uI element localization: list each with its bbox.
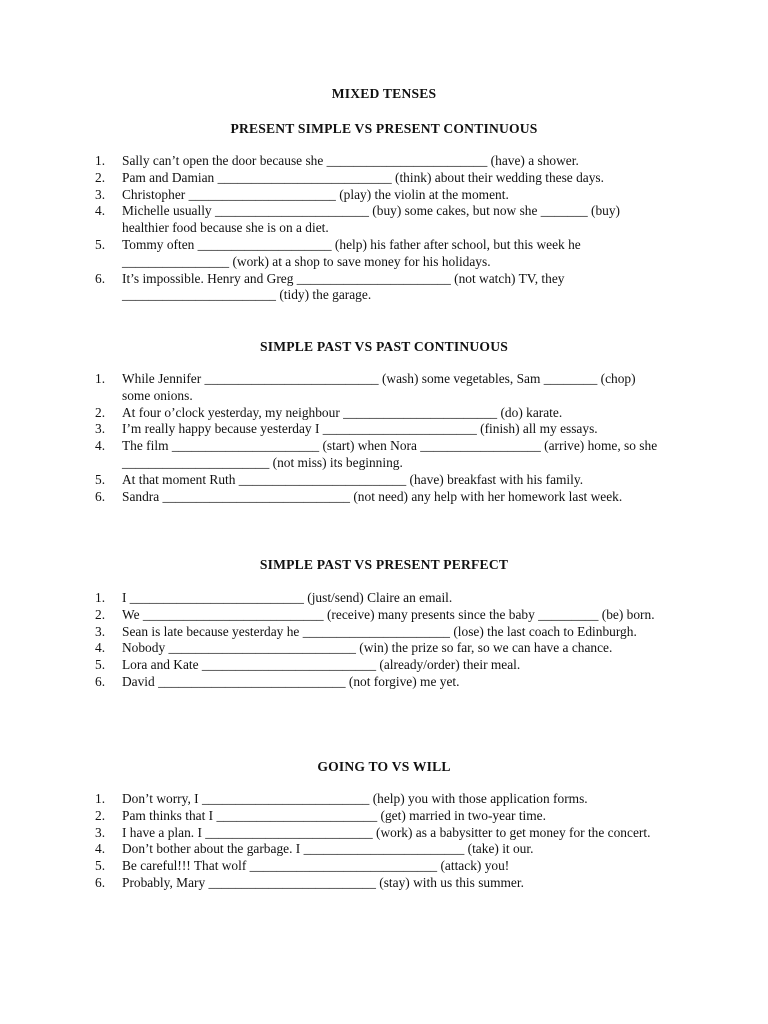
- exercise-item: [95, 841, 665, 858]
- item-text: Don’t bother about the garbage. I ________________________ (take) it our.: [122, 841, 534, 857]
- item-text: Sally can’t open the door because she ________________________ (have) a shower.: [122, 153, 579, 168]
- item-text: At that moment Ruth _________________________ (have) breakfast with his family.: [122, 471, 584, 487]
- item-text: I’m really happy because yesterday I _______________________ (finish) all my essays.: [122, 421, 598, 437]
- exercise-list-simple-past-vs-present-perfect: [95, 590, 665, 691]
- exercise-list-simple-past-vs-past-continuous: [95, 371, 665, 505]
- item-number: 5.: [95, 858, 106, 874]
- item-number: 4.: [95, 640, 106, 656]
- item-number: 6.: [95, 270, 106, 286]
- item-number: 1.: [95, 371, 106, 386]
- item-text: We ___________________________ (receive) many presents since the baby _________ (be) born.: [122, 606, 655, 622]
- item-number: 5.: [95, 657, 106, 673]
- item-number: 1.: [95, 153, 106, 168]
- item-number: 1.: [95, 791, 106, 806]
- item-text: David ____________________________ (not forgive) me yet.: [122, 673, 460, 689]
- item-number: 2.: [95, 169, 106, 185]
- item-text: Probably, Mary _________________________ (stay) with us this summer.: [122, 874, 524, 890]
- exercise-list-going-to-vs-will: [95, 791, 665, 892]
- item-number: 6.: [95, 673, 106, 689]
- exercise-item: [95, 590, 665, 607]
- item-text: Christopher ______________________ (play) the violin at the moment.: [122, 186, 509, 202]
- exercise-item: [95, 187, 665, 204]
- item-number: 6.: [95, 488, 106, 504]
- exercise-item: [95, 405, 665, 422]
- exercise-item: [95, 271, 665, 305]
- item-text: At four o’clock yesterday, my neighbour _______________________ (do) karate.: [122, 404, 563, 420]
- exercise-item: [95, 203, 665, 237]
- item-text: Pam and Damian __________________________ (think) about their wedding these days.: [122, 169, 604, 185]
- item-text: Michelle usually _______________________ (buy) some cakes, but now she _______ (buy) healthier food because she is on a diet.: [122, 203, 620, 236]
- exercise-item: [95, 624, 665, 641]
- exercise-item: [95, 825, 665, 842]
- item-number: 2.: [95, 807, 106, 823]
- exercise-item: [95, 237, 665, 271]
- item-number: 3.: [95, 186, 106, 202]
- item-number: 4.: [95, 438, 106, 454]
- item-number: 3.: [95, 623, 106, 639]
- item-text: Pam thinks that I ________________________ (get) married in two-year time.: [122, 807, 546, 823]
- item-text: I have a plan. I _________________________ (work) as a babysitter to get money for the concert.: [122, 824, 651, 840]
- exercise-item: [95, 421, 665, 438]
- exercise-item: [95, 153, 665, 170]
- item-number: 3.: [95, 824, 106, 840]
- exercise-item: [95, 674, 665, 691]
- item-text: I __________________________ (just/send) Claire an email.: [122, 590, 453, 605]
- item-number: 6.: [95, 874, 106, 890]
- section-heading-simple-past-vs-past-continuous: SIMPLE PAST VS PAST CONTINUOUS: [260, 339, 508, 354]
- item-text: While Jennifer __________________________ (wash) some vegetables, Sam ________ (chop) some onions.: [122, 371, 636, 403]
- exercise-item: [95, 808, 665, 825]
- item-text: Don’t worry, I _________________________ (help) you with those application forms.: [122, 791, 588, 806]
- item-text: Nobody ____________________________ (win) the prize so far, so we can have a chance.: [122, 640, 613, 656]
- item-number: 5.: [95, 236, 106, 252]
- item-number: 4.: [95, 203, 106, 219]
- exercise-item: [95, 489, 665, 506]
- section-heading-present-simple-vs-present-continuous: PRESENT SIMPLE VS PRESENT CONTINUOUS: [230, 121, 538, 136]
- exercise-item: [95, 438, 665, 472]
- item-number: 2.: [95, 404, 106, 420]
- worksheet-title: MIXED TENSES: [331, 86, 437, 101]
- exercise-item: [95, 858, 665, 875]
- item-text: Be careful!!! That wolf ____________________________ (attack) you!: [122, 858, 510, 874]
- exercise-item: [95, 640, 665, 657]
- exercise-item: [95, 472, 665, 489]
- exercise-item: [95, 607, 665, 624]
- exercise-item: [95, 875, 665, 892]
- item-number: 5.: [95, 471, 106, 487]
- exercise-item: [95, 371, 665, 405]
- item-text: Tommy often ____________________ (help) his father after school, but this week he ________________ (work) at a shop to save money for his holidays.: [122, 236, 581, 269]
- item-text: Sean is late because yesterday he ______________________ (lose) the last coach to Edinburgh.: [122, 623, 637, 639]
- item-number: 4.: [95, 841, 106, 857]
- item-text: The film ______________________ (start) when Nora __________________ (arrive) home, so she ______________________ (not miss) its beginning.: [122, 438, 658, 470]
- item-number: 2.: [95, 606, 106, 622]
- exercise-item: [95, 170, 665, 187]
- item-text: Lora and Kate __________________________ (already/order) their meal.: [122, 657, 521, 673]
- section-heading-going-to-vs-will: GOING TO VS WILL: [317, 759, 451, 774]
- exercise-list-present-simple-vs-present-continuous: [95, 153, 665, 304]
- item-text: It’s impossible. Henry and Greg _______________________ (not watch) TV, they _______________________ (tidy) the garage.: [122, 270, 565, 303]
- exercise-item: [95, 791, 665, 808]
- item-text: Sandra ____________________________ (not need) any help with her homework last week.: [122, 488, 623, 504]
- item-number: 3.: [95, 421, 106, 437]
- exercise-item: [95, 657, 665, 674]
- item-number: 1.: [95, 590, 106, 605]
- section-heading-simple-past-vs-present-perfect: SIMPLE PAST VS PRESENT PERFECT: [259, 557, 509, 572]
